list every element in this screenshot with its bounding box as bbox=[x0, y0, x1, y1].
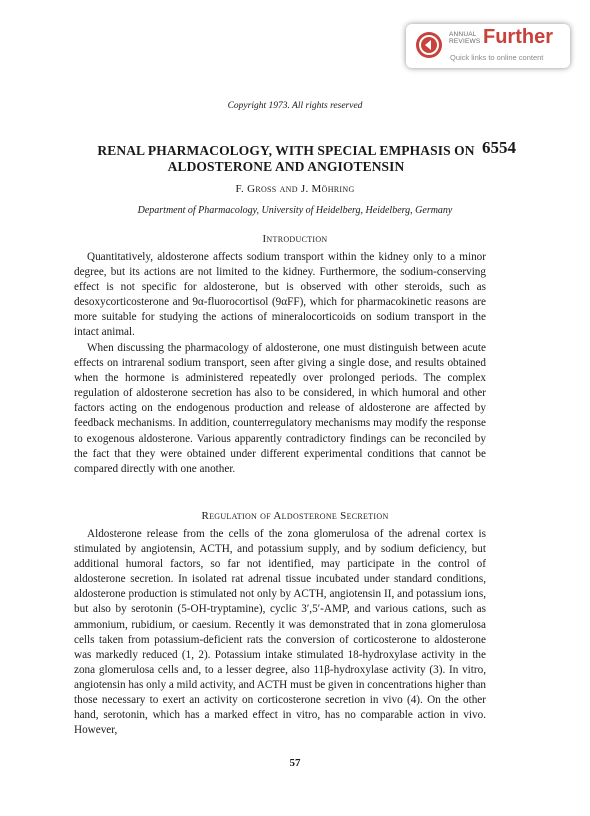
article-number: 6554 bbox=[482, 138, 516, 157]
copyright-notice: Copyright 1973. All rights reserved bbox=[227, 101, 363, 111]
play-arrow-icon bbox=[416, 32, 442, 58]
badge-further-label: Further bbox=[483, 26, 553, 48]
badge-publisher-label: ANNUAL REVIEWS bbox=[449, 31, 481, 45]
badge-subtitle: Quick links to online content bbox=[450, 53, 544, 62]
section-heading-introduction: Introduction bbox=[262, 233, 328, 245]
annual-reviews-further-badge[interactable] bbox=[406, 24, 570, 68]
affiliation: Department of Pharmacology, University of Heidelberg, Heidelberg, Germany bbox=[137, 205, 453, 216]
paragraph: Quantitatively, aldosterone affects sodium transport within the kidney only to a minor degree, but its actions are not limited to the kidney. Furthermore, the sodium-conserving effect is not specific for aldosterone, but is observed with other steroids, such as desoxycorticosterone and 9α-fluorocortisol (9αFF), which for pharmacokinetic reasons are more suitable for studying the actions of mineralocorticoids on sodium transport in the intact animal. bbox=[74, 251, 486, 339]
paragraph: Aldosterone release from the cells of the zona glomerulosa of the adrenal cortex is stimulated by angiotensin, ACTH, and potassium supply, and by sodium deficiency, but additional humoral factors, so far not identified, may participate in the control of aldosterone secretion. In isolated rat adrenal tissue incubated under standard conditions, aldosterone production is stimulated not only by ACTH, angiotensin II, and potassium ions, but also by serotonin (5-OH-tryptamine), cyclic 3′,5′-AMP, and various cations, such as ammonium, rubidium, or caesium. Recently it was demonstrated that in zona glomerulosa cells taken from potassium-deficient rats the conversion of corticosterone to aldosterone was markedly reduced (1, 2). Potassium intake stimulated 18-hydroxylase activity in the zona glomerulosa cells and, to a lesser degree, also 11β-hydroxylase activity (3). In vitro, angiotensin has only a mild activity, and ACTH must be given in concentrations higher than those necessary to exert an activity on corticosterone secretion in vivo (4). On the other hand, serotonin, which has a marked effect in vitro, has no comparable action in vivo. However, bbox=[74, 528, 486, 737]
section-heading-regulation: Regulation of Aldosterone Secretion bbox=[201, 510, 389, 522]
article-title: RENAL PHARMACOLOGY, WITH SPECIAL EMPHASIS ON ALDOSTERONE AND ANGIOTENSIN bbox=[97, 143, 475, 174]
authors: F. Gross and J. Möhring bbox=[235, 183, 355, 195]
paragraph: When discussing the pharmacology of aldosterone, one must distinguish between acute effects on intrarenal sodium transport, seen after giving a single dose, and results obtained when the hormone is administered repeatedly over prolonged periods. The complex regulation of aldosterone secretion has also to be considered, in which humoral and other factors acting on the endogenous production and release of aldosterone are affected by feedback mechanisms. In addition, counterregulatory mechanisms may modify the response to exogenous aldosterone. Various apparently contradictory findings can be reconciled by the fact that they were obtained under different experimental conditions that cannot be compared directly with one another. bbox=[74, 342, 486, 475]
page-number: 57 bbox=[289, 757, 301, 769]
